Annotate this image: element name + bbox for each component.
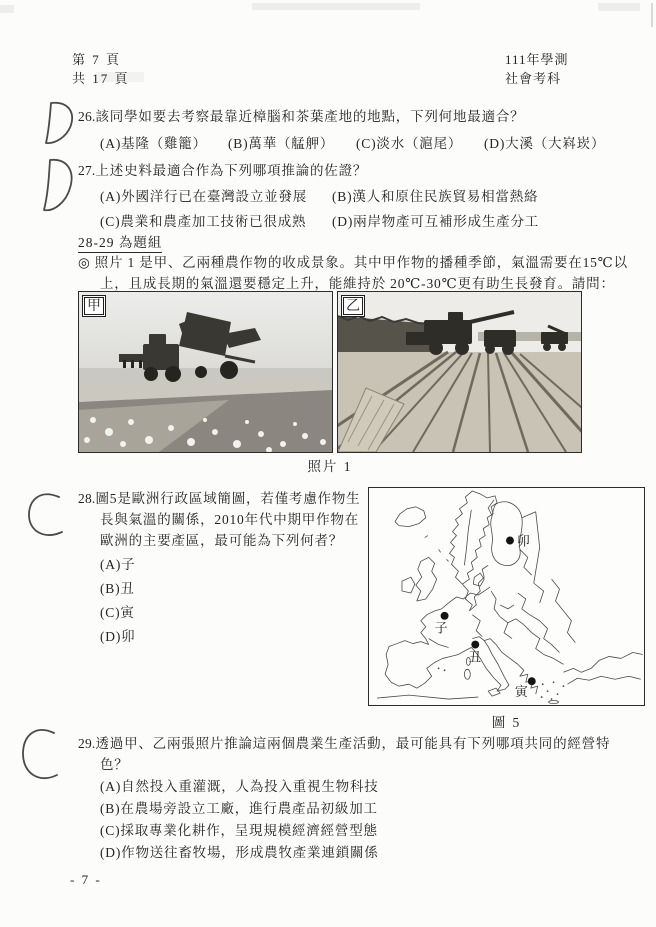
photo-figure-1 bbox=[78, 291, 582, 453]
question-26-number: 26. bbox=[78, 109, 96, 124]
question-28 bbox=[78, 488, 368, 647]
photo-yi-corn-harvest bbox=[337, 291, 582, 453]
option-28-d: (D)卯 bbox=[100, 629, 136, 644]
map-point-mao bbox=[506, 537, 514, 545]
page-number-current: 第 7 頁 bbox=[72, 52, 122, 67]
question-26-stem: 26.該同學如要去考察最靠近樟腦和茶葉產地的地點，下列何地最適合？ bbox=[78, 109, 525, 124]
page-header-left bbox=[72, 50, 130, 88]
option-28-c: (C)寅 bbox=[100, 605, 135, 620]
question-27-options bbox=[78, 186, 630, 232]
option-29-c: (C)採取專業化耕作，呈現規模經濟經營型態 bbox=[100, 823, 378, 838]
option-27-d: (D)兩岸物產可互補形成生產分工 bbox=[332, 214, 540, 229]
option-26-b: (B)萬華（艋舺） bbox=[228, 136, 335, 151]
intro-marker: ◎ bbox=[78, 255, 91, 270]
exam-year-label: 111年學測 bbox=[505, 52, 569, 67]
map-point-chou-label: 丑 bbox=[468, 650, 482, 665]
page-header-right bbox=[505, 50, 569, 88]
photo-jia-cotton-harvest bbox=[78, 291, 333, 453]
option-27-a: (A)外國洋行已在臺灣設立並發展 bbox=[100, 189, 308, 204]
question-26 bbox=[78, 106, 630, 154]
map-point-yin bbox=[528, 677, 536, 685]
exam-subject-label: 社會考科 bbox=[505, 71, 562, 86]
question-27 bbox=[78, 160, 630, 232]
map-point-yin-label: 寅 bbox=[514, 685, 528, 700]
scan-artifact bbox=[252, 3, 420, 10]
photo-yi-label: 乙 bbox=[341, 295, 365, 317]
option-29-b: (B)在農場旁設立工廠，進行農產品初級加工 bbox=[100, 801, 378, 816]
scan-artifact bbox=[598, 3, 640, 11]
photo-yi-image bbox=[338, 292, 581, 452]
photo-jia-image bbox=[79, 292, 332, 452]
option-26-c: (C)淡水（滬尾） bbox=[356, 136, 463, 151]
option-29-d: (D)作物送往畜牧場，形成農牧產業連鎖關係 bbox=[100, 845, 379, 860]
question-27-number: 27. bbox=[78, 163, 96, 178]
handwritten-answer-q28 bbox=[26, 490, 66, 538]
intro-text: 照片 1 是甲、乙兩種農作物的收成景象。其中甲作物的播種季節，氣溫需要在15℃以上，且成長期的氣溫還要穩定上升，能維持於 20℃-30℃更有助生長發育。請問： bbox=[94, 255, 628, 291]
question-28-number: 28. bbox=[78, 491, 96, 506]
question-29-options bbox=[78, 776, 626, 863]
scan-artifact bbox=[0, 5, 14, 13]
map-point-zi-label: 子 bbox=[434, 621, 448, 636]
question-29 bbox=[78, 733, 626, 863]
photo-figure-caption: 照片 1 bbox=[307, 459, 353, 474]
question-29-stem: 29.透過甲、乙兩張照片推論這兩個農業生產活動，最可能具有下列哪項共同的經營特色？ bbox=[78, 736, 611, 772]
question-27-stem: 27.上述史料最適合作為下列哪項推論的佐證？ bbox=[78, 163, 368, 178]
question-group-intro bbox=[78, 252, 630, 294]
option-27-b: (B)漢人和原住民族貿易相當熱絡 bbox=[332, 189, 539, 204]
map-point-zi bbox=[441, 612, 449, 620]
europe-map-figure bbox=[368, 487, 645, 706]
question-group-heading: 28-29 為題組 bbox=[78, 231, 162, 253]
photo-jia-label: 甲 bbox=[82, 295, 106, 317]
option-29-a: (A)自然投入重灌溉，人為投入重視生物科技 bbox=[100, 779, 379, 794]
footer-page-number: - 7 - bbox=[70, 872, 102, 887]
handwritten-answer-q26 bbox=[42, 100, 76, 146]
option-28-b: (B)丑 bbox=[100, 581, 135, 596]
option-26-a: (A)基隆（雞籠） bbox=[100, 136, 207, 151]
question-29-number: 29. bbox=[78, 736, 96, 751]
option-28-a: (A)子 bbox=[100, 557, 136, 572]
question-28-stem: 28.圖5是歐洲行政區域簡圖，若僅考慮作物生長與氣溫的關係，2010年代中期甲作物在歐洲的主要產區，最可能為下列何者？ bbox=[78, 491, 361, 548]
question-26-options bbox=[78, 133, 630, 154]
scan-artifact bbox=[651, 3, 653, 27]
europe-map-image bbox=[369, 488, 644, 705]
handwritten-answer-q27 bbox=[40, 156, 76, 214]
page-number-total: 共 17 頁 bbox=[72, 71, 130, 86]
europe-map-caption: 圖 5 bbox=[491, 715, 522, 730]
question-28-options bbox=[78, 554, 368, 647]
option-27-c: (C)農業和農產加工技術已很成熟 bbox=[100, 214, 307, 229]
map-point-mao-label: 卯 bbox=[516, 534, 530, 549]
option-26-d: (D)大溪（大嵙崁） bbox=[484, 136, 606, 151]
handwritten-answer-q29 bbox=[20, 724, 60, 784]
map-point-chou bbox=[471, 641, 479, 649]
